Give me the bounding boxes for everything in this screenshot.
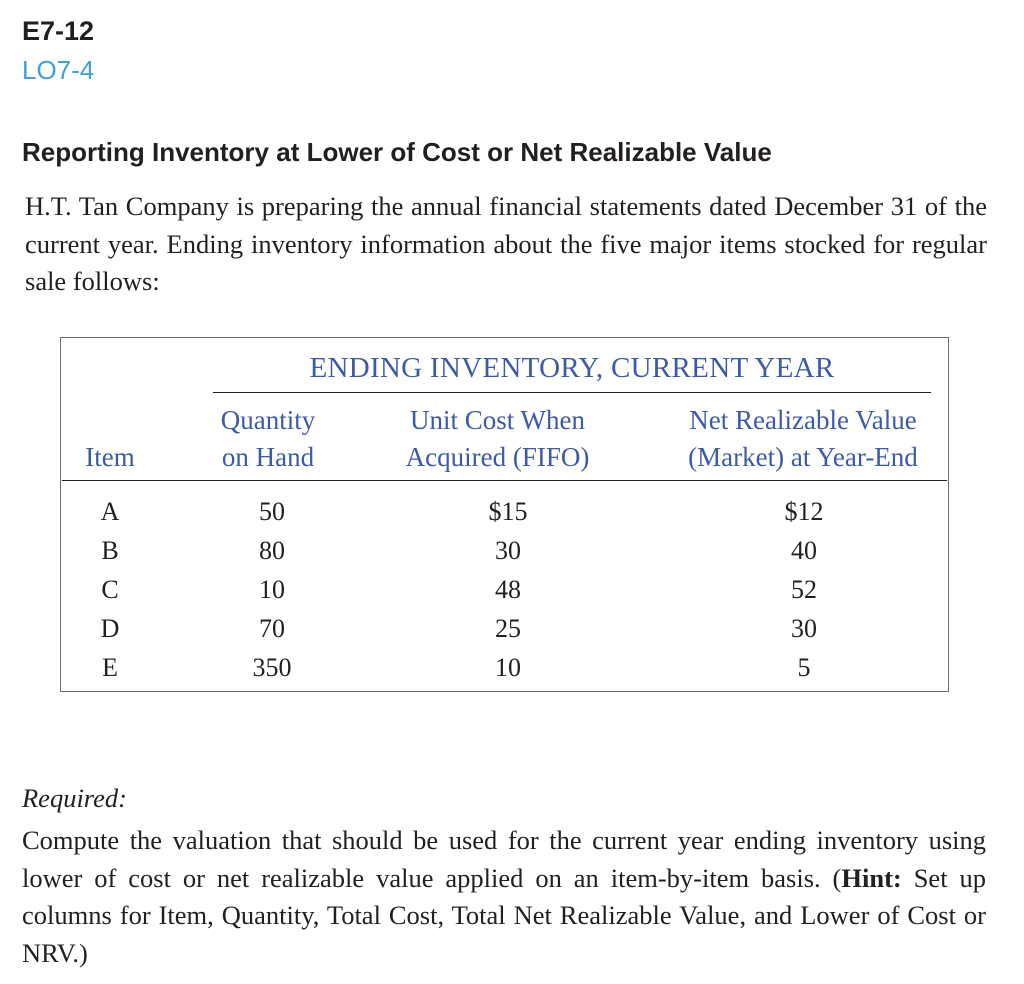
- table-cell-quantity: 80: [259, 536, 285, 565]
- table-cell-unit-cost: 48: [495, 575, 521, 604]
- table-title: ENDING INVENTORY, CURRENT YEAR: [309, 352, 835, 384]
- quantity-column: [222, 492, 322, 687]
- required-label: Required:: [22, 783, 127, 813]
- table-cell-quantity: 50: [259, 497, 285, 526]
- intro-paragraph: H.T. Tan Company is preparing the annual financial statements dated December 31 of the current year. Ending inventory information about the five major items stocked for regular sale follows:: [25, 191, 987, 296]
- table-cell-quantity: 350: [252, 653, 292, 682]
- table-cell-nrv: 40: [791, 536, 817, 565]
- required-paragraph: [22, 822, 986, 972]
- required-text-end: Set up columns for Item, Quantity, Total Cost, Total Net Realizable Value, and Lower of Cost or NRV.): [22, 862, 986, 968]
- header-item: Item: [85, 442, 135, 472]
- table-cell-unit-cost: $15: [488, 497, 528, 526]
- header-divider: [62, 480, 947, 481]
- exercise-title: Reporting Inventory at Lower of Cost or Net Realizable Value: [22, 137, 772, 167]
- table-cell-nrv: 52: [791, 575, 817, 604]
- table-cell-nrv: $12: [784, 497, 824, 526]
- table-cell-item: D: [100, 614, 120, 643]
- table-cell-item: C: [101, 575, 119, 604]
- header-quantity: [206, 402, 330, 476]
- header-nrv-line2: (Market) at Year-End: [688, 442, 918, 472]
- table-cell-item: E: [102, 653, 118, 682]
- table-cell-item: B: [101, 536, 119, 565]
- table-cell-quantity: 70: [259, 614, 285, 643]
- table-cell-unit-cost: 25: [495, 614, 521, 643]
- table-cell-nrv: 5: [797, 653, 811, 682]
- item-column: [80, 492, 140, 687]
- hint-label: Hint:: [841, 862, 902, 893]
- header-nrv-line1: Net Realizable Value: [689, 405, 917, 435]
- header-unit-cost-line2: Acquired (FIFO): [405, 442, 590, 472]
- table-cell-nrv: 30: [791, 614, 817, 643]
- header-unit-cost: [390, 402, 605, 476]
- unit-cost-column: [448, 492, 568, 687]
- title-divider: [213, 392, 931, 393]
- nrv-column: [744, 492, 864, 687]
- header-quantity-line1: Quantity: [220, 405, 316, 435]
- table-cell-unit-cost: 30: [495, 536, 521, 565]
- header-nrv: [667, 402, 939, 476]
- header-unit-cost-line1: Unit Cost When: [410, 405, 585, 435]
- required-text-start: Compute the valuation that should be used for the current year ending inventory using lower of cost or net realizable value applied on an item-by-item basis. (: [22, 825, 986, 893]
- header-quantity-line2: on Hand: [221, 442, 315, 472]
- table-cell-unit-cost: 10: [495, 653, 521, 682]
- table-cell-quantity: 10: [259, 575, 285, 604]
- table-cell-item: A: [100, 497, 120, 526]
- learning-objective: LO7-4: [22, 55, 95, 85]
- exercise-number: E7-12: [22, 16, 95, 46]
